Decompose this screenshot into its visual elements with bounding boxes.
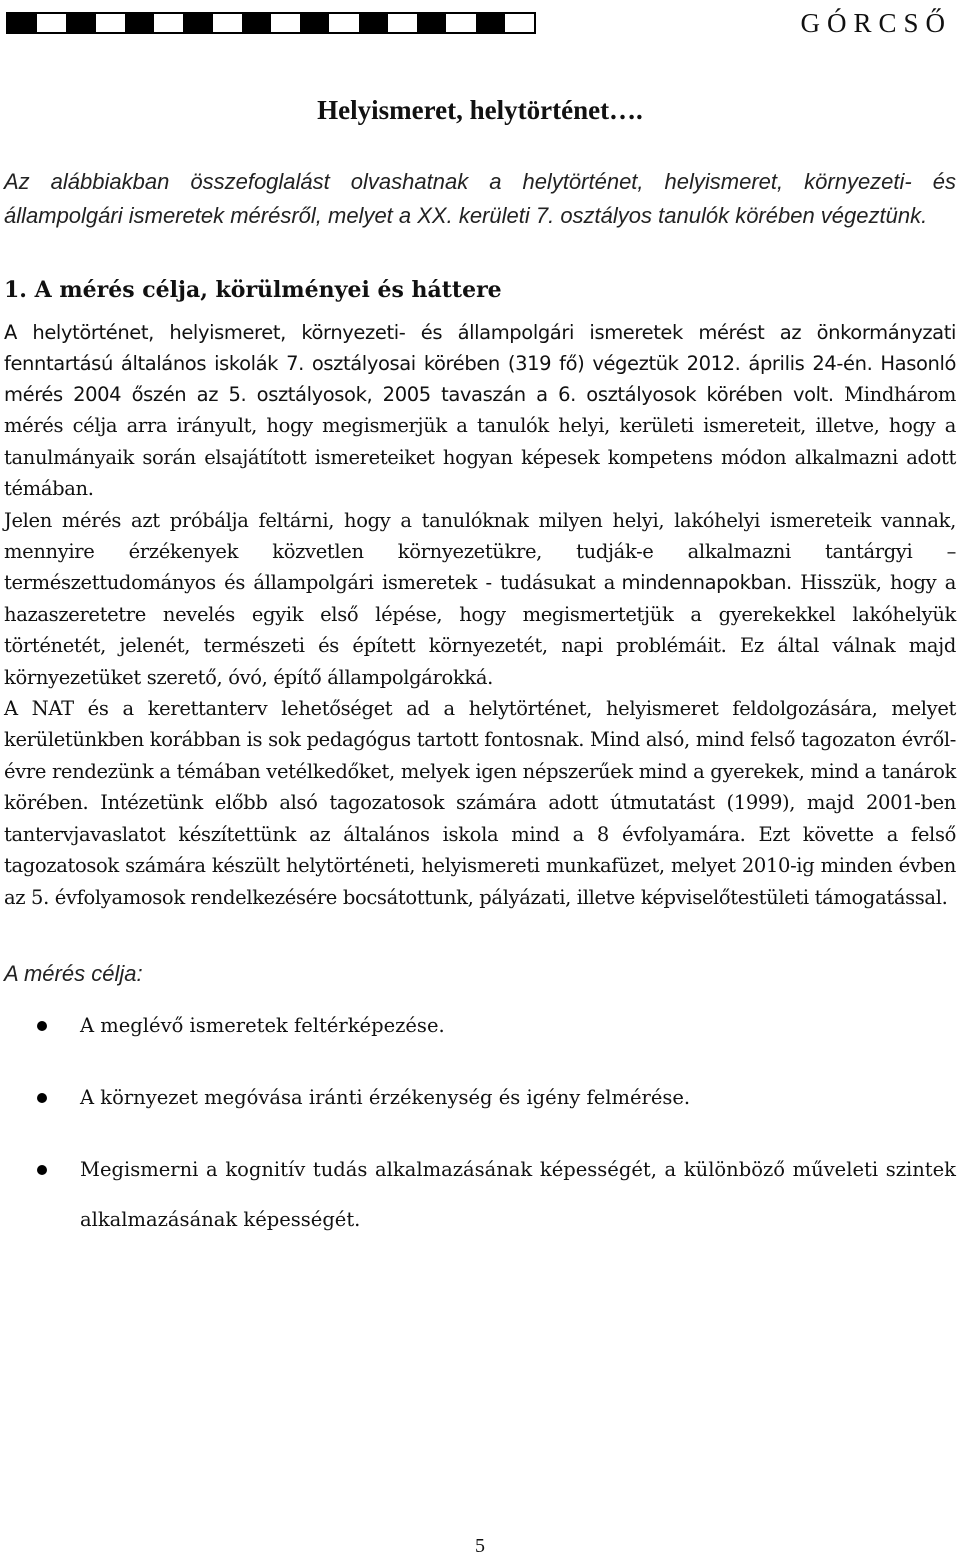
bullet-icon xyxy=(37,1021,47,1031)
goal-item xyxy=(4,1001,956,1051)
section-paragraph xyxy=(4,317,956,505)
goal-text: Megismerni a kognitív tudás alkalmazásának képességét, a különböző műveleti szintek alkalmazásának képességét. xyxy=(80,1157,956,1231)
section-heading: 1. A mérés célja, körülményei és háttere xyxy=(4,277,502,303)
paragraph-local-knowledge-part-b: mindennapokban. xyxy=(621,571,792,595)
paragraph-local-knowledge xyxy=(4,505,956,693)
document-body xyxy=(4,165,956,1267)
section-paragraph-sans-part: A helytörténet, helyismeret, környezeti- és állampolgári ismeretek mérést az önkormányzati fenntartású általános iskolák 7. osztályosai körében (319 fő) végeztük 2012. április 24-én. Hasonló mérés 2004 őszén az 5. osztályosok, 2005 tavaszán a 6. osztályosok körében volt. xyxy=(4,321,956,406)
goal-text: A meglévő ismeretek feltérképezése. xyxy=(80,1013,445,1037)
section-paragraph-serif-part: Mindhárom mérés célja arra irányult, hogy megismerjük a tanulók helyi, kerületi ismereteit, illetve, hogy a tanulmányaik során elsajátított ismereteiket hogyan képesek kompetens módon alkalmazni adott témában. xyxy=(4,383,956,501)
page-number: 5 xyxy=(475,1535,485,1557)
bullet-icon xyxy=(37,1165,47,1175)
intro-paragraph: Az alábbiakban összefoglalást olvashatnak a helytörténet, helyismeret, környezeti- és állampolgári ismeretek mérésről, melyet a XX. kerületi 7. osztályos tanulók körében végeztünk. xyxy=(4,169,956,228)
goal-item xyxy=(4,1145,956,1245)
paragraph-nat: A NAT és a kerettanterv lehetőséget ad a helytörténet, helyismeret feldolgozására, melyet kerületünkben korábban is sok pedagógus tartott fontosnak. Mind alsó, mind felső tagozaton évről-évre rendezünk a témában vetélkedőket, melyek igen népszerűek mind a gyerekek, mind a tanárok körében. Intézetünk előbb alsó tagozatosok számára adott útmutatást (1999), majd 2001-ben tantervjavaslatot készítettünk az általános iskola mind a 8 évfolyamára. Ezt követte a felső tagozatosok számára készült helytörténeti, helyismereti munkafüzet, melyet 2010-ig minden évben az 5. évfolyamosok rendelkezésére bocsátottunk, pályázati, illetve képviselőtestületi támogatással. xyxy=(4,697,956,909)
page-title: Helyismeret, helytörténet…. xyxy=(317,95,643,125)
goals-heading: A mérés célja: xyxy=(4,960,143,986)
paragraph-local-knowledge-part-c: Hisszük, hogy a hazaszeretetre nevelés egyik első lépése, hogy megismertetjük a gyerekekkel lakóhelyük történetét, jelenét, természeti és épített környezetét, napi problémáit. Ez által válnak majd környezetüket szerető, óvó, építő állampolgárokká. xyxy=(4,571,956,689)
page-header xyxy=(6,10,954,38)
bullet-icon xyxy=(37,1093,47,1103)
paragraph-local-knowledge-part-a: Jelen mérés azt próbálja feltárni, hogy a tanulóknak milyen helyi, lakóhelyi ismereteik vannak, mennyire érzékenyek közvetlen környezetükre, tudják-e alkalmazni tantárgyi – természettudományos és állampolgári ismeretek - tudásukat a xyxy=(4,508,956,595)
checkered-bar-decoration xyxy=(6,12,536,34)
goal-text: A környezet megóvása iránti érzékenység és igény felmérése. xyxy=(80,1085,691,1109)
publication-brand: GÓRCSŐ xyxy=(800,8,952,38)
goals-list xyxy=(4,1001,956,1245)
goal-item xyxy=(4,1073,956,1123)
